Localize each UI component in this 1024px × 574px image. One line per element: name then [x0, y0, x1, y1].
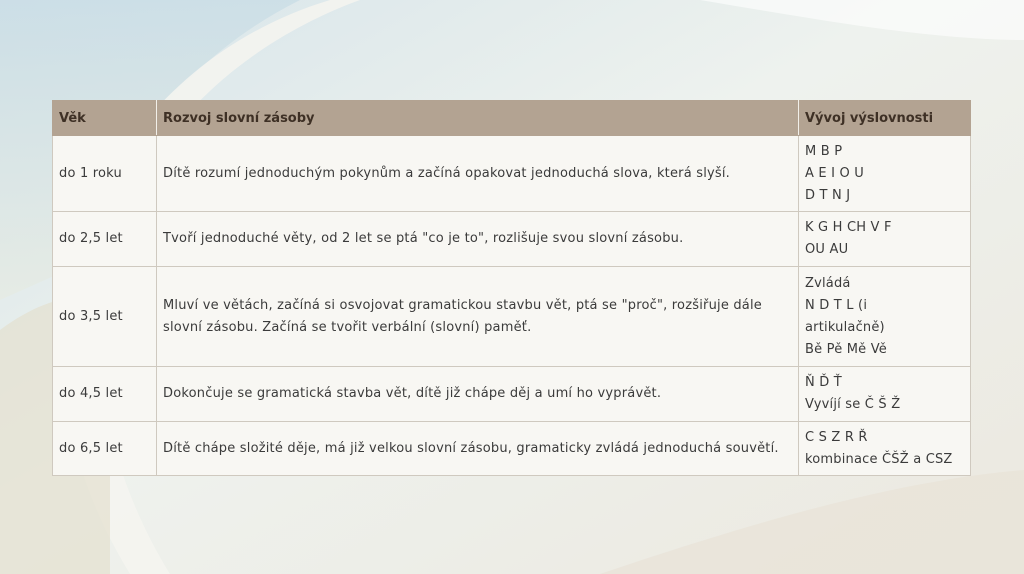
- age-cell: do 2,5 let: [53, 212, 157, 267]
- header-age: Věk: [53, 101, 157, 136]
- pronunciation-line: C S Z R Ř: [805, 429, 868, 445]
- vocabulary-cell: Tvoří jednoduché věty, od 2 let se ptá "co je to", rozlišuje svou slovní zásobu.: [157, 212, 799, 267]
- development-table: [52, 100, 971, 476]
- pronunciation-line: OU AU: [805, 242, 849, 257]
- pronunciation-cell: [799, 367, 971, 422]
- pronunciation-line: Ň Ď Ť: [805, 375, 842, 390]
- age-cell: do 6,5 let: [53, 422, 157, 476]
- pronunciation-line: Vyvíjí se Č Š Ž: [805, 397, 901, 412]
- pronunciation-line: Bě Pě Mě Vě: [805, 341, 887, 357]
- development-table-container: [52, 100, 970, 476]
- table-row: [53, 367, 971, 422]
- age-cell: do 1 roku: [53, 136, 157, 212]
- pronunciation-cell: [799, 422, 971, 476]
- pronunciation-line: M B P: [805, 143, 843, 159]
- vocabulary-cell: Dítě rozumí jednoduchým pokynům a začíná opakovat jednoduchá slova, která slyší.: [157, 136, 799, 212]
- vocabulary-cell: Dokončuje se gramatická stavba vět, dítě již chápe děj a umí ho vyprávět.: [157, 367, 799, 422]
- age-cell: do 4,5 let: [53, 367, 157, 422]
- pronunciation-line: K G H CH V F: [805, 220, 892, 235]
- header-pronunciation: Vývoj výslovnosti: [799, 101, 971, 136]
- table-row: [53, 136, 971, 212]
- pronunciation-cell: [799, 267, 971, 367]
- table-row: [53, 267, 971, 367]
- pronunciation-line: D T N J: [805, 187, 851, 203]
- pronunciation-line: kombinace ČŠŽ a CSZ: [805, 451, 953, 467]
- table-row: [53, 212, 971, 267]
- age-cell: do 3,5 let: [53, 267, 157, 367]
- table-header-row: [53, 101, 971, 136]
- pronunciation-line: N D T L (i: [805, 297, 868, 313]
- pronunciation-cell: [799, 136, 971, 212]
- table-row: [53, 422, 971, 476]
- pronunciation-cell: [799, 212, 971, 267]
- pronunciation-line: artikulačně): [805, 319, 885, 335]
- header-vocabulary: Rozvoj slovní zásoby: [157, 101, 799, 136]
- vocabulary-cell: Mluví ve větách, začíná si osvojovat gramatickou stavbu vět, ptá se "proč", rozšiřuje dále slovní zásobu. Začíná se tvořit verbální (slovní) paměť.: [157, 267, 799, 367]
- vocabulary-cell: Dítě chápe složité děje, má již velkou slovní zásobu, gramaticky zvládá jednoduchá souvětí.: [157, 422, 799, 476]
- pronunciation-line: A E I O U: [805, 165, 865, 181]
- pronunciation-line: Zvládá: [805, 275, 851, 291]
